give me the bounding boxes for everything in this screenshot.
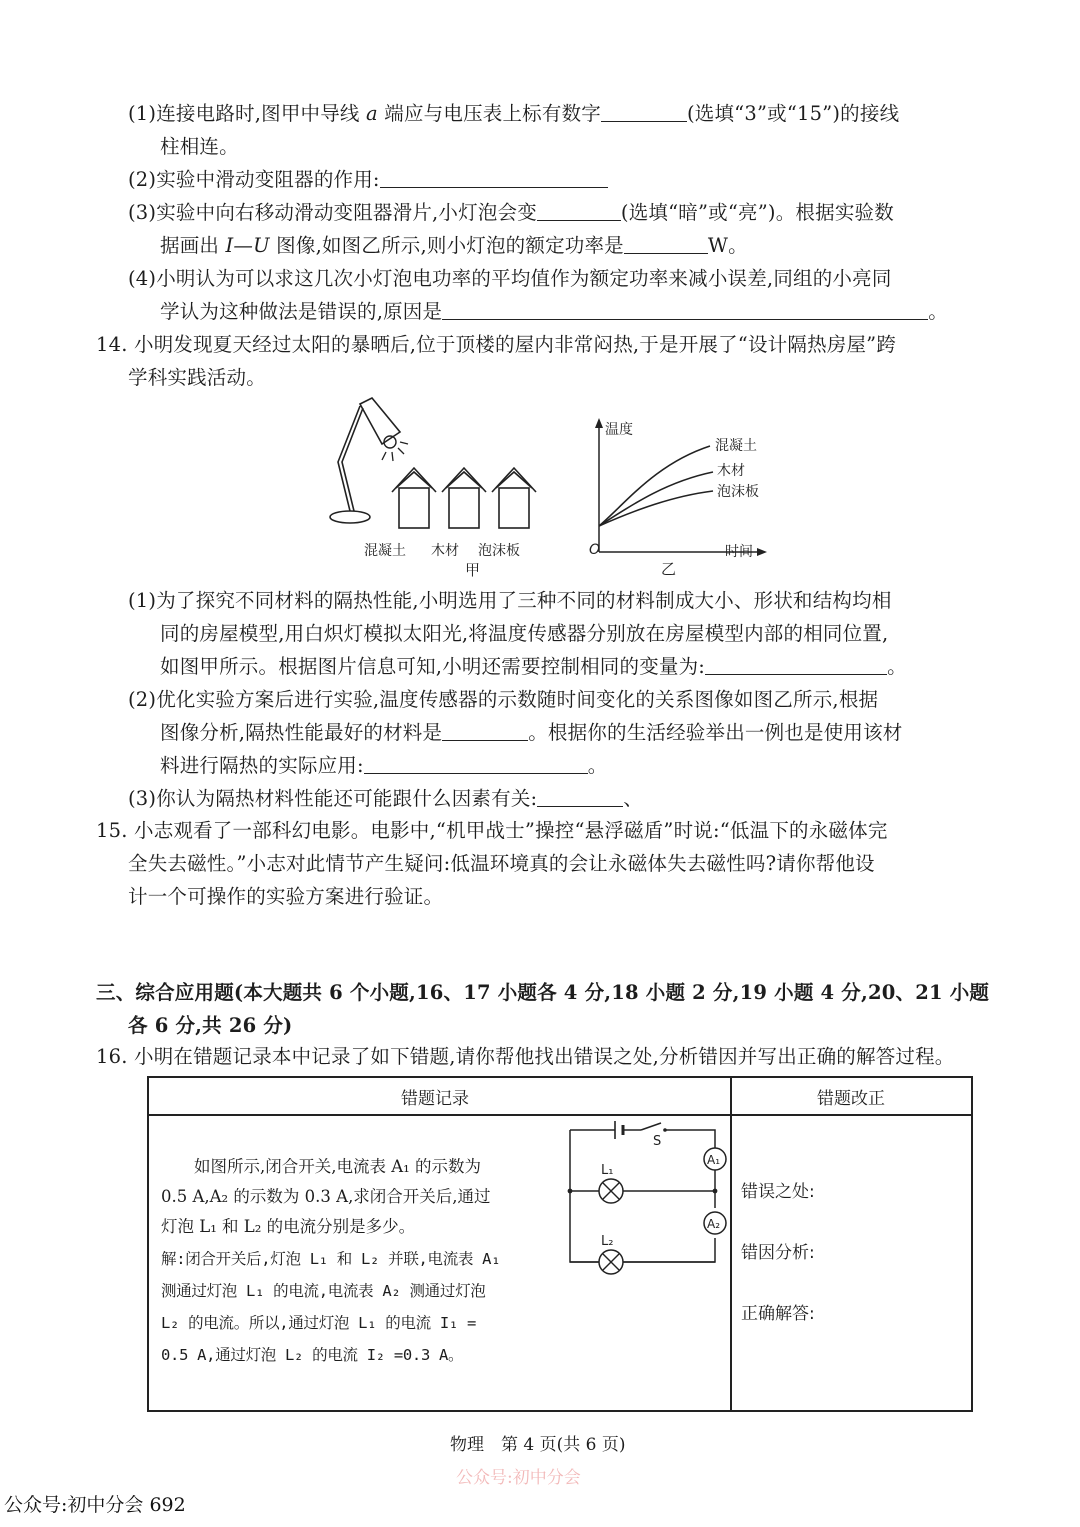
q13-part1-line1: (1)连接电路时,图甲中导线 a 端应与电压表上标有数字 (选填“3”或“15”)的接线 [128, 102, 900, 125]
house-foam [492, 468, 536, 528]
q14-part1-line2: 同的房屋模型,用白炽灯模拟太阳光,将温度传感器分别放在房屋模型内部的相同位置, [160, 622, 889, 645]
solution-line: 解:闭合开关后,灯泡 L₁ 和 L₂ 并联,电流表 A₁ [161, 1250, 501, 1268]
answer-blank[interactable] [442, 299, 928, 320]
answer-blank[interactable] [442, 720, 528, 741]
q13-part4-line1: (4)小明认为可以求这几次小灯泡电功率的平均值作为额定功率来减小误差,同组的小亮同 [128, 267, 892, 290]
circuit-diagram [561, 1118, 729, 1284]
answer-blank[interactable] [601, 101, 687, 122]
curve-foam [599, 491, 713, 526]
error-record-table [147, 1076, 973, 1412]
problem-line: 如图所示,闭合开关,电流表 A₁ 的示数为 [161, 1157, 482, 1176]
answer-blank[interactable] [537, 200, 621, 221]
q13-part4-line2: 学认为这种做法是错误的,原因是 。 [160, 300, 948, 323]
house-label-wood: 木材 [431, 543, 459, 559]
lamp-l1-label: L₁ [601, 1163, 614, 1178]
switch-blade [641, 1123, 661, 1130]
q14-part1-line3: 如图甲所示。根据图片信息可知,小明还需要控制相同的变量为: 。 [160, 655, 907, 678]
section3-heading-line1: 三、综合应用题(本大题共 6 个小题,16、17 小题各 4 分,18 小题 2 分,19 小题 4 分,20、21 小题 [96, 981, 990, 1004]
wire-top-right [665, 1130, 715, 1148]
q13-part2: (2)实验中滑动变阻器的作用: [128, 166, 608, 194]
house-label-concrete: 混凝土 [364, 543, 406, 559]
curve-concrete [599, 446, 710, 526]
ammeter-a2-label: A₂ [707, 1217, 721, 1231]
q15-line1: 15. 小志观看了一部科幻电影。电影中,“机甲战士”操控“悬浮磁盾”时说:“低温下的永磁体完 [96, 819, 888, 842]
q15-line2: 全失去磁性。”小志对此情节产生疑问:低温环境真的会让永磁体失去磁性吗?请你帮他设 [128, 852, 875, 875]
q13-part3-line2: 据画出 I—U 图像,如图乙所示,则小灯泡的额定功率是 W。 [160, 234, 748, 257]
answer-blank[interactable] [624, 233, 708, 254]
q15-line3: 计一个可操作的实验方案进行验证。 [128, 885, 444, 908]
lamp-l2-label: L₂ [601, 1234, 614, 1249]
q14-stem-line1: 14. 小明发现夏天经过太阳的暴晒后,位于顶楼的屋内非常闷热,于是开展了“设计隔热房屋”跨 [96, 333, 897, 356]
watermark: 公众号:初中分会 [456, 1468, 581, 1488]
table-column-divider [730, 1078, 732, 1410]
answer-blank[interactable] [364, 753, 588, 774]
problem-line: 灯泡 L₁ 和 L₂ 的电流分别是多少。 [161, 1217, 416, 1236]
figure-yi-caption: 乙 [661, 560, 677, 578]
page-footer: 物理 第 4 页(共 6 页) [450, 1435, 626, 1455]
section3-heading-line2: 各 6 分,共 26 分) [128, 1014, 293, 1037]
q14-part2-line1: (2)优化实验方案后进行实验,温度传感器的示数随时间变化的关系图像如图乙所示,根据 [128, 688, 879, 711]
table-header-divider [149, 1114, 971, 1116]
curve-label-foam: 泡沫板 [717, 484, 759, 500]
y-axis-label: 温度 [605, 422, 633, 438]
q14-stem-line2: 学科实践活动。 [128, 366, 266, 389]
wire-outer-loop [570, 1130, 715, 1262]
figure-jia-caption: 甲 [465, 561, 481, 579]
q16-stem: 16. 小明在错题记录本中记录了如下错题,请你帮他找出错误之处,分析错因并写出正确的解答过程。 [96, 1045, 955, 1068]
switch-label: S [653, 1134, 662, 1149]
solution-line: 0.5 A,通过灯泡 L₂ 的电流 I₂ =0.3 A。 [161, 1346, 464, 1364]
q13-part3-line1: (3)实验中向右移动滑动变阻器滑片,小灯泡会变 (选填“暗”或“亮”)。根据实验数 [128, 201, 894, 224]
house-concrete [392, 468, 436, 528]
q14-part3: (3)你认为隔热材料性能还可能跟什么因素有关: 、 [128, 787, 643, 810]
y-axis-arrow-icon [595, 418, 603, 428]
figure-jia-lamp-houses [320, 392, 560, 582]
curve-label-concrete: 混凝土 [715, 438, 757, 454]
solution-line: 测通过灯泡 L₁ 的电流,电流表 A₂ 测通过灯泡 [161, 1282, 486, 1300]
solution-line: L₂ 的电流。所以,通过灯泡 L₁ 的电流 I₁ = [161, 1314, 477, 1332]
x-axis-arrow-icon [757, 548, 767, 556]
q14-part2-line2: 图像分析,隔热性能最好的材料是 。根据你的生活经验举出一例也是使用该材 [160, 721, 903, 744]
x-axis-label: 时间 [725, 544, 753, 560]
house-wood [442, 468, 486, 528]
answer-blank[interactable] [705, 654, 887, 675]
curve-label-wood: 木材 [717, 463, 745, 479]
correction-correct-answer[interactable]: 正确解答: [741, 1304, 815, 1324]
figure-yi-graph [585, 414, 775, 580]
q13-part1-line2: 柱相连。 [160, 135, 239, 158]
table-head-record: 错题记录 [401, 1089, 469, 1109]
correction-error-analysis[interactable]: 错因分析: [741, 1243, 815, 1263]
lamp-arm [338, 406, 360, 511]
ammeter-a1-label: A₁ [707, 1153, 721, 1167]
q14-part1-line1: (1)为了探究不同材料的隔热性能,小明选用了三种不同的材料制成大小、形状和结构均相 [128, 589, 892, 612]
problem-line: 0.5 A,A₂ 的示数为 0.3 A,求闭合开关后,通过 [161, 1187, 491, 1206]
table-head-correction: 错题改正 [817, 1089, 885, 1109]
correction-error-location[interactable]: 错误之处: [741, 1182, 815, 1202]
answer-blank[interactable] [380, 167, 608, 188]
lamp-base [330, 511, 370, 523]
answer-blank[interactable] [537, 786, 623, 807]
house-label-foam: 泡沫板 [478, 543, 520, 559]
q15-answer-area[interactable] [128, 916, 988, 971]
source-tag: 公众号:初中分会 692 [4, 1494, 186, 1516]
origin-label: O [589, 542, 601, 558]
q14-part2-line3: 料进行隔热的实际应用: 。 [160, 754, 608, 777]
